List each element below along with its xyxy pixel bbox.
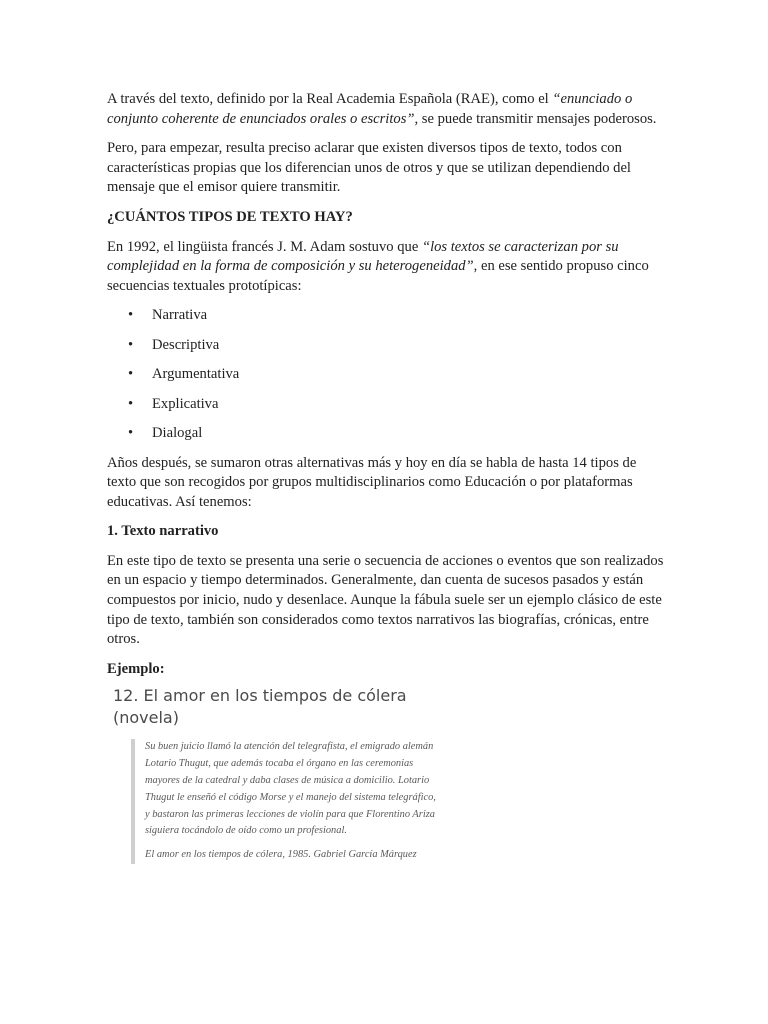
adam-quote: “los textos se caracterizan por su complejidad en la forma de composición y su heterogeneidad” [107,238,619,275]
intro-paragraph-1 [107,90,667,129]
intro-paragraph-2: Pero, para empezar, resulta preciso aclarar que existen diversos tipos de texto, todos con características propias que los diferencian unos de otros y que se utilizan dependiendo del mensaje que el emisor quiere transmitir. [107,140,631,196]
section-heading-narrativo: 1. Texto narrativo [107,523,219,540]
list-item [107,365,667,385]
bullet-icon: • [128,336,134,353]
later-types-paragraph: Años después, se sumaron otras alternativas más y hoy en día se habla de hasta 14 tipos de texto que son recogidos por grupos multidisciplinarios como Educación o por plataformas educativas. Así tenemos: [107,454,637,510]
list-item-label: Argumentativa [152,366,240,383]
list-item-label: Descriptiva [152,336,220,353]
text-sequences-list [107,306,667,443]
list-item-label: Dialogal [152,424,203,441]
narrativo-paragraph: En este tipo de texto se presenta una serie o secuencia de acciones o eventos que son realizados en un espacio y tiempo determinados. Generalmente, dan cuenta de sucesos pasados y están compuestos por inicio, nudo y desenlace. Aunque la fábula suele ser un ejemplo clásico de este tipo de texto, también son considerados como textos narrativos las biografías, crónicas, entre otros. [107,552,664,648]
bullet-icon: • [128,395,134,412]
list-item-label: Explicativa [152,395,219,412]
bullet-icon: • [128,366,134,383]
bullet-icon: • [128,307,134,324]
example-label: Ejemplo: [107,660,165,677]
list-item-label: Narrativa [152,307,208,324]
list-item [107,424,667,444]
intro-text-before: A través del texto, definido por la Real Academia Española (RAE), como el [107,91,553,107]
adam-text-before: En 1992, el lingüista francés J. M. Adam sostuvo que [107,238,422,255]
document-page [107,90,667,864]
adam-paragraph [107,238,667,297]
section-heading-tipos: ¿CUÁNTOS TIPOS DE TEXTO HAY? [107,208,353,225]
list-item [107,336,667,356]
list-item [107,306,667,326]
example-quote-text: Su buen juicio llamó la atención del telegrafista, el emigrado alemán Lotario Thugut, que además tocaba el órgano en las ceremonias mayores de la catedral y daba clases de música a domicilio. Lotario Thugut le enseñó el código Morse y el manejo del sistema telegráfico, y bastaron las primeras lecciones de violín para que Florentino Ariza siguiera tocándolo de oído como un profesional. [145,741,436,837]
rae-definition-quote: “enunciado o conjunto coherente de enunciados orales o escritos” [107,91,633,127]
bullet-icon: • [128,424,134,441]
adam-text-after: , en ese sentido propuso cinco secuencias textuales prototípicas: [107,258,649,294]
intro-text-after: , se puede transmitir mensajes poderosos. [414,110,657,127]
example-embedded-image [113,685,443,864]
example-title: 12. El amor en los tiempos de cólera (novela) [113,686,407,728]
example-citation: El amor en los tiempos de cólera, 1985. Gabriel García Márquez [145,849,417,861]
list-item [107,395,667,415]
example-blockquote [131,739,440,864]
